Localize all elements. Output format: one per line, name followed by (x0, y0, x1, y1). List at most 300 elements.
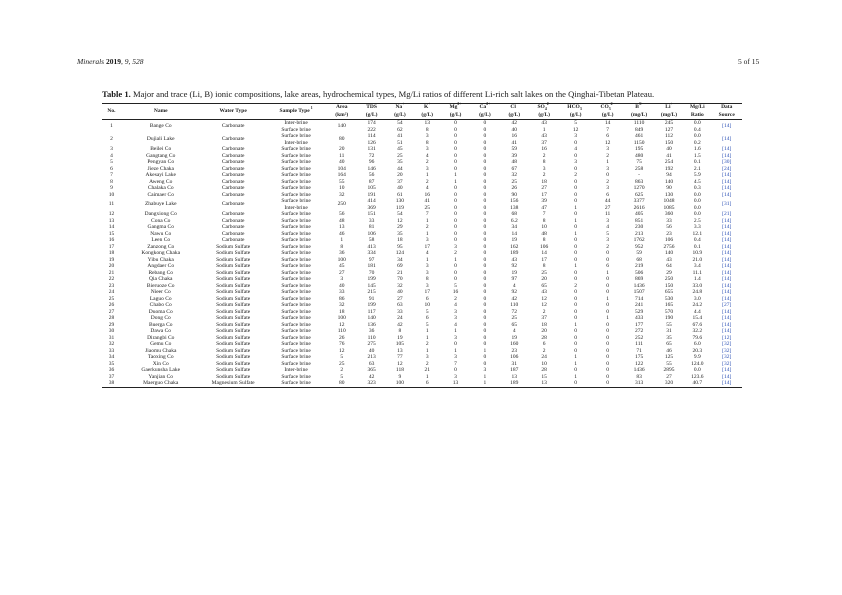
cell-no: 32 (108, 341, 115, 347)
cell-tds: 181 (367, 263, 376, 269)
cell-so4: 47 (541, 204, 547, 211)
cell-source: [14] (722, 269, 732, 276)
cell-no: 5 (110, 159, 113, 165)
cell-name: Akesayi Lake (145, 172, 176, 178)
cell-mg: 0 (454, 133, 457, 139)
cell-hco3: 1 (574, 360, 577, 367)
cell-li: 150 (664, 139, 674, 146)
cell-tds: 58 (368, 237, 375, 243)
cell-ca: 0 (483, 139, 487, 146)
cell-co3: 0 (606, 334, 609, 341)
cell-mgli: 1.5 (693, 152, 701, 159)
cell-so4: 7 (542, 211, 546, 217)
cell-co3: 3 (606, 165, 609, 172)
cell-source: [14] (722, 146, 732, 152)
cell-source: [14] (711, 380, 742, 387)
cell-cl: 19 (511, 334, 518, 341)
cell-mgli: 0.0 (693, 211, 701, 217)
cell-name: Cona Co (151, 217, 171, 224)
cell-ca: 0 (483, 146, 487, 152)
cell-ca: 0 (483, 191, 487, 198)
cell-cl: 42 (511, 295, 518, 302)
cell-k: 25 (424, 204, 430, 211)
cell-so4: 43 (541, 120, 547, 126)
cell-b: 272 (634, 328, 644, 334)
cell-tds: 106 (367, 230, 376, 237)
cell-co3: 7 (606, 126, 609, 133)
col-header-li: Li+ (665, 102, 673, 110)
cell-so4: 43 (541, 133, 547, 139)
cell-source: [14] (722, 136, 732, 143)
cell-mgli: 9.9 (693, 354, 701, 360)
cell-name: Laguo Co (149, 295, 172, 302)
cell-li: 125 (664, 354, 674, 360)
cell-b: 258 (634, 165, 644, 172)
col-header-charge: − (581, 102, 584, 107)
table-label: Table 1. (102, 89, 131, 99)
cell-sample: Surface brine (281, 152, 311, 159)
cell-cl: 41 (511, 139, 518, 146)
cell-hco3: 0 (559, 380, 592, 387)
cell-co3: 0 (606, 308, 609, 315)
cell-sample: Surface brine (281, 211, 311, 217)
cell-hco3: 1 (574, 230, 577, 237)
cell-hco3: 2 (574, 172, 577, 178)
cell-no: 33 (108, 347, 115, 354)
cell-water: Sodium Sulfate (216, 308, 251, 315)
cell-hco3: 3 (574, 133, 577, 139)
cell-source: [14] (722, 243, 732, 250)
cell-area: 80 (338, 136, 345, 143)
col-header-src: Data (721, 104, 733, 110)
cell-no: 34 (108, 354, 115, 360)
cell-co3: 0 (606, 328, 609, 334)
cell-mg: 3 (454, 354, 457, 360)
cell-b: - (638, 172, 641, 178)
cell-tds: 365 (367, 367, 376, 373)
cell-water: Sodium Sulfate (216, 256, 251, 263)
cell-mgli: 1.4 (693, 276, 701, 282)
cell-co3: 6 (606, 191, 609, 198)
cell-source: [32] (722, 354, 732, 360)
cell-source: [27] (722, 302, 732, 308)
cell-k: 5 (425, 308, 429, 315)
cell-mgli: 4.5 (693, 178, 701, 185)
cell-sample: Surface brine (281, 198, 311, 204)
cell-na: 51 (397, 139, 403, 146)
cell-so4: 2 (542, 172, 546, 178)
cell-area: 20 (338, 146, 345, 152)
cell-na: 70 (397, 276, 403, 282)
cell-name: Leen Co (151, 237, 171, 243)
cell-co3: 0 (606, 360, 609, 367)
cell-so4: 10 (541, 224, 547, 230)
cell-cl: 6.2 (510, 217, 518, 224)
cell-mg: 0 (454, 126, 457, 133)
cell-no: 2 (110, 136, 113, 143)
cell-co3: 1 (606, 295, 609, 302)
cell-co3: 0 (606, 256, 609, 263)
cell-sample: Surface brine (281, 328, 311, 334)
cell-source: [14] (722, 321, 732, 328)
cell-b: 529 (634, 308, 644, 315)
cell-tds: 36 (368, 328, 375, 334)
salt-lake-table (102, 103, 742, 388)
cell-cl: 189 (500, 380, 529, 387)
cell-source: [14] (722, 217, 732, 224)
cell-ca: 0 (483, 217, 487, 224)
cell-b: 849 (634, 126, 644, 133)
cell-li: 94 (666, 172, 672, 178)
cell-tds: 199 (367, 276, 376, 282)
cell-co3: 4 (606, 224, 609, 230)
cell-tds: 81 (368, 224, 375, 230)
cell-k: 3 (425, 354, 429, 360)
cell-mg: 0 (454, 185, 457, 191)
cell-mg: 0 (454, 269, 457, 276)
cell-mg: 16 (452, 289, 459, 295)
cell-ca: 0 (483, 341, 487, 347)
cell-so4: 13 (529, 380, 559, 387)
cell-cl: 32 (511, 172, 518, 178)
cell-no: 11 (108, 201, 115, 208)
cell-na: 18 (397, 237, 403, 243)
cell-na: 77 (397, 354, 403, 360)
cell-source: [14] (722, 289, 732, 295)
cell-mgli: 0.2 (693, 139, 701, 146)
cell-ca: 0 (483, 321, 487, 328)
col-header-water: Water Type (219, 107, 247, 114)
cell-mg: 0 (454, 230, 457, 237)
cell-ca: 0 (483, 185, 487, 191)
cell-li: 112 (664, 133, 673, 139)
cell-ca: 0 (483, 282, 487, 289)
cell-ca: 0 (483, 289, 487, 295)
cell-no: 1 (110, 123, 113, 130)
cell-li: 46 (666, 347, 672, 354)
cell-cl: 4 (512, 328, 516, 334)
cell-so4: 65 (541, 282, 547, 289)
cell-li: 43 (666, 256, 672, 263)
col-header-sub: 4 (544, 107, 547, 112)
cell-na: 32 (397, 282, 403, 289)
cell-mgli: 79.6 (692, 334, 703, 341)
cell-no: 6 (110, 165, 113, 172)
cell-li: 90 (666, 185, 672, 191)
cell-water: Carbonate (221, 159, 245, 165)
cell-cl: 39 (511, 152, 518, 159)
cell-no: 16 (108, 237, 115, 243)
cell-mg: 0 (454, 198, 457, 204)
cell-co3: 12 (604, 139, 611, 146)
cell-mg: 0 (454, 204, 457, 211)
cell-source: [14] (722, 123, 732, 130)
cell-tds: 275 (367, 341, 376, 347)
cell-sample: Inter-brine (284, 204, 308, 211)
cell-sample: Surface brine (281, 126, 311, 133)
cell-k: 1 (425, 217, 429, 224)
cell-tds: 191 (367, 191, 376, 198)
cell-ca: 0 (483, 120, 487, 126)
cell-mgli: 1.6 (693, 146, 701, 152)
col-header-tds: TDS (366, 104, 377, 110)
col-unit-hco3: (g/L) (569, 111, 582, 118)
col-header-sample: Sample Type $^1$ (279, 105, 313, 114)
cell-area: 27 (338, 269, 345, 276)
cell-name: Kongkong Chaka (141, 250, 181, 256)
cell-area: 12 (338, 321, 345, 328)
cell-tds: 96 (368, 159, 375, 165)
cell-mgli: 0.4 (693, 126, 701, 133)
cell-mg: 1 (454, 172, 457, 178)
cell-water: Sodium Sulfate (216, 302, 251, 308)
cell-k: 2 (425, 224, 429, 230)
cell-mg: 0 (454, 152, 457, 159)
cell-k: 5 (425, 321, 429, 328)
cell-mgli: 33.0 (692, 282, 703, 289)
cell-sample: Surface brine (281, 237, 311, 243)
cell-area: 10 (338, 185, 345, 191)
cell-mg: 0 (454, 120, 457, 126)
cell-co3: 0 (606, 276, 609, 282)
cell-so4: 28 (541, 367, 547, 373)
cell-tds: 42 (368, 373, 375, 380)
col-header-charge: 3+ (638, 102, 643, 107)
cell-li: 35 (666, 334, 672, 341)
cell-name: Yanjian Co (148, 373, 174, 380)
cell-water: Sodium Sulfate (216, 334, 251, 341)
cell-mg: 0 (454, 224, 457, 230)
cell-cl: 48 (511, 159, 518, 165)
cell-area: 100 (337, 315, 346, 321)
journal-volume-page: , 9, 528 (120, 57, 144, 66)
cell-k: 7 (425, 211, 429, 217)
data-table-wrapper (102, 103, 742, 388)
cell-k: 3 (425, 133, 429, 139)
cell-ca: 0 (483, 360, 487, 367)
cell-k: 1 (425, 328, 429, 334)
cell-name: Beilei Co (150, 146, 172, 152)
cell-k: 3 (425, 165, 429, 172)
cell-name: Dawa Co (150, 328, 172, 334)
cell-hco3: 0 (574, 341, 577, 347)
cell-b: 252 (634, 334, 644, 341)
table-caption (102, 89, 654, 99)
cell-source: [14] (722, 224, 732, 230)
cell-li: 2895 (663, 367, 675, 373)
cell-mgli: 40.7 (683, 380, 711, 387)
col-header-mgli: Mg/Li (689, 104, 705, 110)
cell-no: 26 (108, 302, 115, 308)
cell-name: Gemu Co (150, 341, 172, 347)
col-header-no: No. (107, 107, 116, 114)
cell-name: Chabo Co (149, 302, 172, 308)
cell-ca: 1 (470, 380, 499, 387)
cell-li: 106 (664, 237, 674, 243)
cell-area: 56 (338, 211, 345, 217)
cell-tds: 323 (357, 380, 386, 387)
cell-cl: 92 (511, 263, 518, 269)
cell-mgli: 21.0 (692, 256, 703, 263)
cell-name: Nawu Co (150, 230, 172, 237)
cell-mg: 3 (454, 243, 457, 250)
cell-cl: 138 (510, 204, 519, 211)
cell-ca: 0 (483, 315, 487, 321)
cell-area: 32 (338, 191, 345, 198)
cell-sample: Surface brine (281, 354, 311, 360)
cell-cl: 34 (511, 224, 518, 230)
cell-source: [32] (722, 347, 732, 354)
col-unit-li: (mg/L) (660, 111, 678, 118)
cell-ca: 0 (483, 159, 487, 165)
cell-hco3: 0 (574, 243, 577, 250)
cell-mgli: 2.5 (693, 217, 701, 224)
cell-name: Maerguo Chaka (121, 380, 201, 387)
cell-mgli: 24.2 (692, 302, 703, 308)
cell-tds: 174 (367, 120, 376, 126)
cell-b: 75 (636, 159, 642, 165)
cell-b: 241 (634, 302, 644, 308)
cell-hco3: 1 (574, 217, 577, 224)
cell-no: 15 (108, 230, 115, 237)
running-header-journal (77, 57, 143, 66)
cell-na: 54 (397, 120, 403, 126)
cell-mg: 1 (454, 347, 457, 354)
cell-water: Carbonate (221, 136, 245, 143)
cell-source: [32] (722, 341, 732, 347)
cell-b: 480 (634, 152, 644, 159)
cell-water: Carbonate (221, 230, 245, 237)
cell-no: 28 (108, 315, 115, 321)
cell-water: Carbonate (221, 123, 245, 130)
cell-sample: Surface brine (281, 347, 311, 354)
cell-co3: 2 (606, 178, 609, 185)
table-header (102, 104, 742, 120)
cell-cl: 23 (511, 347, 518, 354)
cell-area: 80 (327, 380, 357, 387)
cell-mg: 3 (454, 308, 457, 315)
cell-mg: 0 (454, 191, 457, 198)
cell-so4: 18 (541, 321, 547, 328)
cell-sample: Surface brine (281, 360, 311, 367)
cell-water: Carbonate (221, 217, 245, 224)
cell-ca: 0 (483, 263, 487, 269)
cell-area: 5 (340, 373, 344, 380)
cell-water: Carbonate (221, 211, 245, 217)
table-row (102, 120, 742, 127)
cell-na: 118 (395, 367, 404, 373)
cell-co3: 0 (606, 289, 609, 295)
cell-b: 122 (634, 360, 644, 367)
cell-cl: 40 (511, 126, 518, 133)
cell-co3: 2 (606, 152, 609, 159)
cell-sample: Surface brine (281, 250, 311, 256)
cell-water: Carbonate (221, 201, 245, 208)
cell-water: Carbonate (221, 165, 245, 172)
cell-cl: 25 (511, 178, 518, 185)
cell-hco3: 1 (574, 204, 577, 211)
cell-tds: 63 (368, 360, 375, 367)
cell-source: [14] (722, 237, 732, 243)
cell-hco3: 0 (574, 269, 577, 276)
cell-ca: 0 (483, 204, 487, 211)
cell-sample: Inter-brine (284, 139, 308, 146)
col-unit-so4: (g/L) (538, 111, 550, 118)
col-header-charge: 2+ (457, 102, 462, 107)
cell-mgli: 67.6 (692, 321, 703, 328)
cell-b: 177 (634, 321, 644, 328)
cell-tds: 136 (367, 321, 376, 328)
cell-water: Sodium Sulfate (216, 321, 251, 328)
cell-co3: 0 (606, 250, 609, 256)
cell-source: [24] (722, 165, 732, 172)
cell-hco3: 3 (574, 159, 577, 165)
cell-na: 62 (397, 126, 403, 133)
cell-li: 190 (664, 315, 674, 321)
cell-k: 41 (424, 198, 430, 204)
cell-b: 1436 (633, 282, 645, 289)
col-header-ca: $Ca^{2+}$ (479, 102, 491, 110)
cell-mg: 0 (454, 263, 457, 269)
cell-na: 45 (397, 146, 403, 152)
cell-cl: 4 (512, 282, 516, 289)
cell-mgli: 2.1 (693, 165, 701, 172)
cell-b: 111 (635, 341, 644, 347)
cell-cl: 106 (510, 354, 519, 360)
cell-sample: Surface brine (281, 178, 311, 185)
cell-area: 1 (340, 237, 344, 243)
cell-source: [14] (722, 172, 732, 178)
cell-name: Gangtang Co (146, 152, 176, 159)
cell-hco3: 0 (574, 237, 577, 243)
cell-li: 1048 (663, 198, 675, 204)
cell-na: 63 (397, 302, 403, 308)
cell-na: 41 (397, 133, 403, 139)
cell-cl: 68 (511, 211, 518, 217)
cell-no: 27 (108, 308, 115, 315)
cell-water: Sodium Sulfate (216, 367, 251, 373)
cell-tds: 110 (367, 334, 376, 341)
cell-k: 1 (425, 230, 429, 237)
cell-cl: 90 (511, 191, 518, 198)
cell-hco3: 0 (574, 334, 577, 341)
cell-so4: 15 (541, 373, 547, 380)
cell-tds: 199 (367, 302, 376, 308)
cell-ca: 0 (483, 328, 487, 334)
cell-tds: 91 (368, 295, 375, 302)
cell-li: 570 (664, 308, 674, 315)
cell-name: Chalaka Co (147, 185, 174, 191)
cell-tds: 222 (367, 126, 376, 133)
col-header-charge: − (515, 102, 519, 107)
cell-source: [14] (722, 191, 732, 198)
cell-so4: 43 (541, 289, 547, 295)
cell-so4: 28 (541, 334, 547, 341)
cell-li: 150 (664, 282, 674, 289)
cell-hco3: 0 (574, 302, 577, 308)
cell-mg: 13 (441, 380, 470, 387)
cell-b: 863 (634, 178, 644, 185)
cell-source: [14] (722, 152, 732, 159)
cell-source: [14] (722, 367, 732, 373)
cell-so4: 2 (542, 347, 546, 354)
cell-li: 192 (664, 165, 674, 172)
cell-na: 40 (397, 289, 403, 295)
cell-name: Bange Co (149, 123, 172, 130)
cell-mg: 0 (454, 159, 457, 165)
cell-hco3: 1 (574, 373, 577, 380)
cell-so4: 48 (541, 230, 547, 237)
